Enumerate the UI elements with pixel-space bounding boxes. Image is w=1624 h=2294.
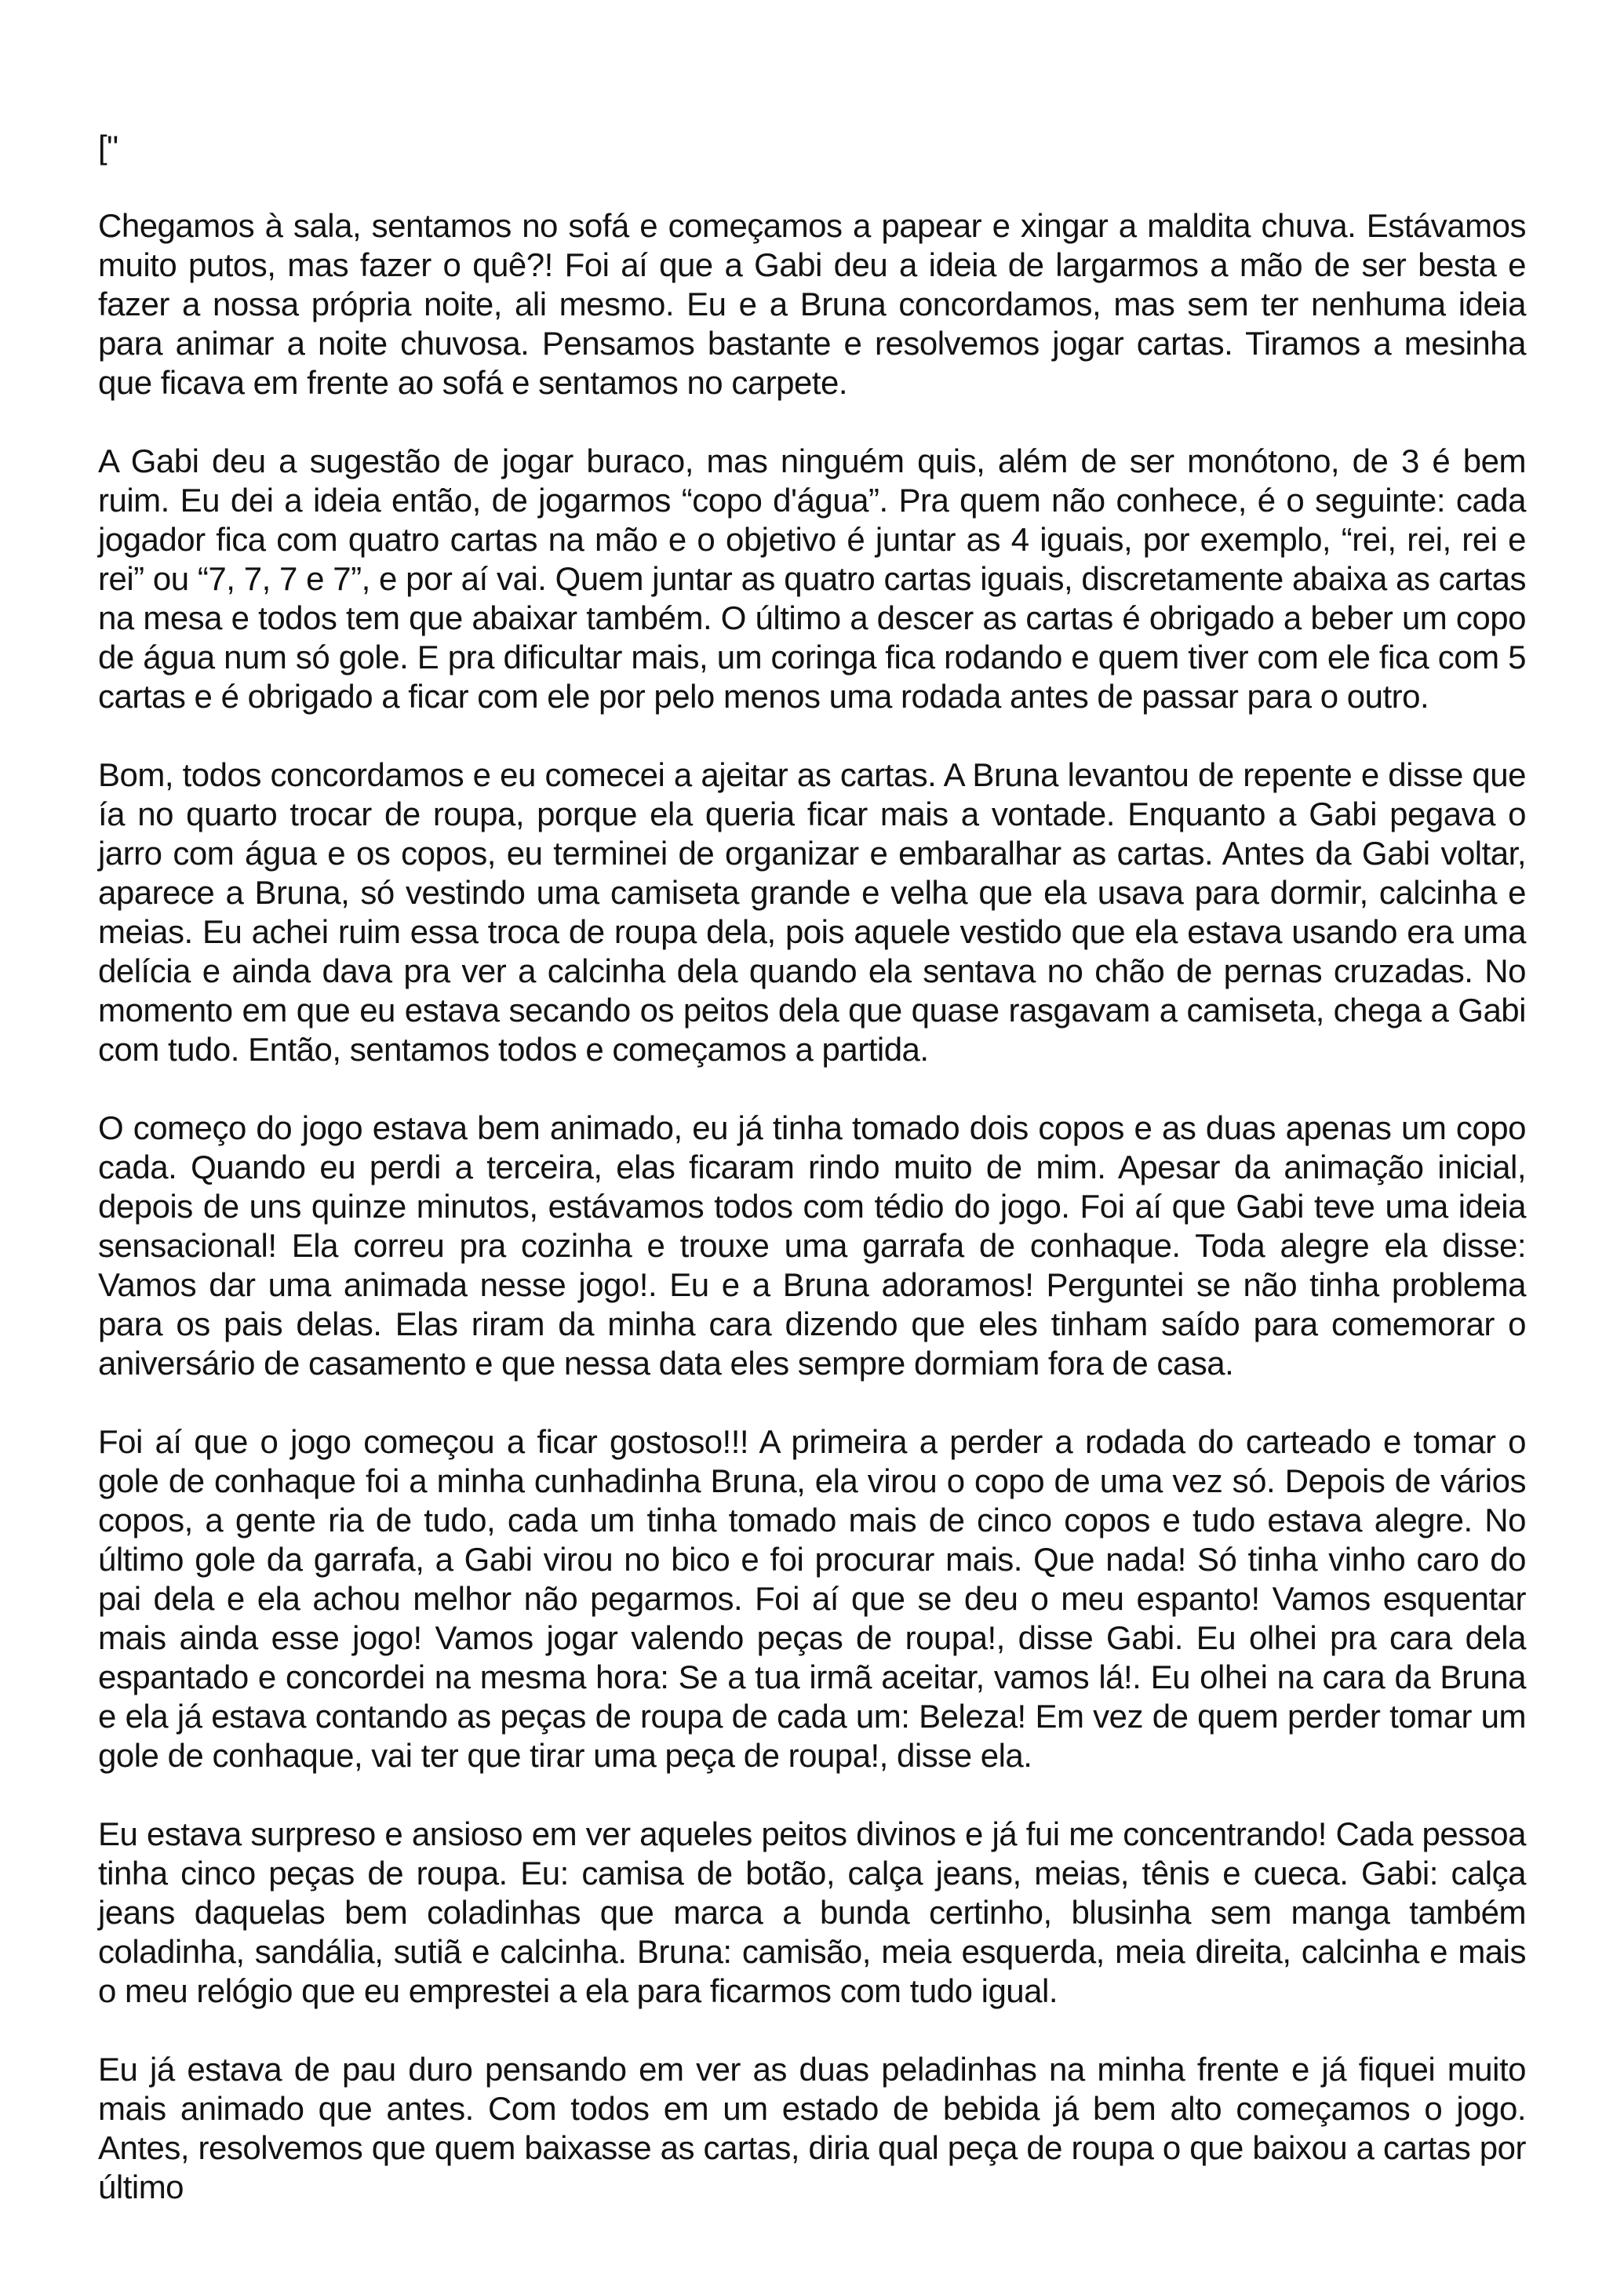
story-paragraph-7: Eu já estava de pau duro pensando em ver as duas peladinhas na minha frente e já fiquei muito mais animado que antes. Com todos em um estado de bebida já bem alto começamos o jogo. Antes, resolvemos que quem baixasse as cartas, diria qual peça de roupa o que baixou a cartas por último: [98, 2051, 1526, 2205]
story-paragraph-1: Chegamos à sala, sentamos no sofá e começamos a papear e xingar a maldita chuva. Estávamos muito putos, mas fazer o quê?! Foi aí que a Gabi deu a ideia de largarmos a mão de ser besta e fazer a nossa própria noite, ali mesmo. Eu e a Bruna concordamos, mas sem ter nenhuma ideia para animar a noite chuvosa. Pensamos bastante e resolvemos jogar cartas. Tiramos a mesinha que ficava em frente ao sofá e sentamos no carpete.: [98, 207, 1526, 401]
story-paragraph-5: Foi aí que o jogo começou a ficar gostoso!!! A primeira a perder a rodada do carteado e tomar o gole de conhaque foi a minha cunhadinha Bruna, ela virou o copo de uma vez só. Depois de vários copos, a gente ria de tudo, cada um tinha tomado mais de cinco copos e tudo estava alegre. No último gole da garrafa, a Gabi virou no bico e foi procurar mais. Que nada! Só tinha vinho caro do pai dela e ela achou melhor não pegarmos. Foi aí que se deu o meu espanto! Vamos esquentar mais ainda esse jogo! Vamos jogar valendo peças de roupa!, disse Gabi. Eu olhei pra cara dela espantado e concordei na mesma hora: Se a tua irmã aceitar, vamos lá!. Eu olhei na cara da Bruna e ela já estava contando as peças de roupa de cada um: Beleza! Em vez de quem perder tomar um gole de conhaque, vai ter que tirar uma peça de roupa!, disse ela.: [98, 1423, 1526, 1774]
story-paragraph-6: Eu estava surpreso e ansioso em ver aqueles peitos divinos e já fui me concentrando! Cada pessoa tinha cinco peças de roupa. Eu: camisa de botão, calça jeans, meias, tênis e cueca. Gabi: calça jeans daquelas bem coladinhas que marca a bunda certinho, blusinha sem manga também coladinha, sandália, sutiã e calcinha. Bruna: camisão, meia esquerda, meia direita, calcinha e mais o meu relógio que eu emprestei a ela para ficarmos com tudo igual.: [98, 1815, 1526, 2009]
story-paragraph-2: A Gabi deu a sugestão de jogar buraco, mas ninguém quis, além de ser monótono, de 3 é bem ruim. Eu dei a ideia então, de jogarmos “copo d'água”. Pra quem não conhece, é o seguinte: cada jogador fica com quatro cartas na mão e o objetivo é juntar as 4 iguais, por exemplo, “rei, rei, rei e rei” ou “7, 7, 7 e 7”, e por aí vai. Quem juntar as quatro cartas iguais, discretamente abaixa as cartas na mesa e todos tem que abaixar também. O último a descer as cartas é obrigado a beber um copo de água num só gole. E pra dificultar mais, um coringa fica rodando e quem tiver com ele fica com 5 cartas e é obrigado a ficar com ele por pelo menos uma rodada antes de passar para o outro.: [98, 442, 1526, 715]
array-open-token: [": [98, 129, 118, 166]
story-paragraph-4: O começo do jogo estava bem animado, eu já tinha tomado dois copos e as duas apenas um copo cada. Quando eu perdi a terceira, elas ficaram rindo muito de mim. Apesar da animação inicial, depois de uns quinze minutos, estávamos todos com tédio do jogo. Foi aí que Gabi teve uma ideia sensacional! Ela correu pra cozinha e trouxe uma garrafa de conhaque. Toda alegre ela disse: Vamos dar uma animada nesse jogo!. Eu e a Bruna adoramos! Perguntei se não tinha problema para os pais delas. Elas riram da minha cara dizendo que eles tinham saído para comemorar o aniversário de casamento e que nessa data eles sempre dormiam fora de casa.: [98, 1109, 1526, 1382]
story-paragraph-3: Bom, todos concordamos e eu comecei a ajeitar as cartas. A Bruna levantou de repente e disse que ía no quarto trocar de roupa, porque ela queria ficar mais a vontade. Enquanto a Gabi pegava o jarro com água e os copos, eu terminei de organizar e embaralhar as cartas. Antes da Gabi voltar, aparece a Bruna, só vestindo uma camiseta grande e velha que ela usava para dormir, calcinha e meias. Eu achei ruim essa troca de roupa dela, pois aquele vestido que ela estava usando era uma delícia e ainda dava pra ver a calcinha dela quando ela sentava no chão de pernas cruzadas. No momento em que eu estava secando os peitos dela que quase rasgavam a camiseta, chega a Gabi com tudo. Então, sentamos todos e começamos a partida.: [98, 756, 1526, 1068]
